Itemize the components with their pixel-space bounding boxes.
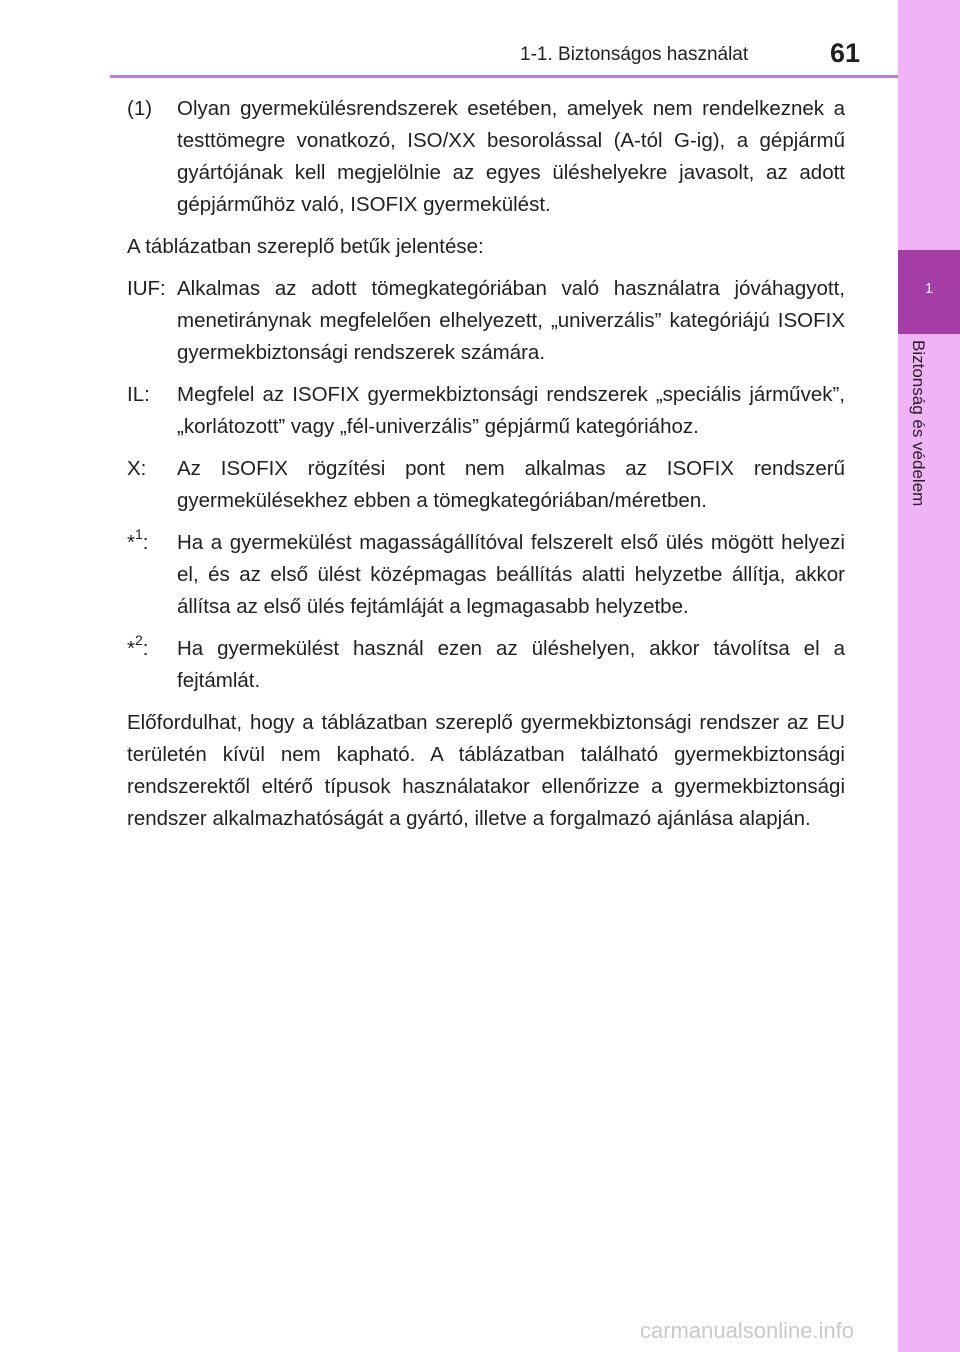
legend-description: Alkalmas az adott tömegkategóriában való használatra jóváhagyott, menetiránynak megfelelően elhelyezett, „univerzális” kategóriájú ISOFIX gyermekbiztonsági rendszerek számára. bbox=[177, 277, 845, 364]
legend-term: X: bbox=[127, 457, 147, 480]
watermark: carmanualsonline.info bbox=[640, 1318, 855, 1343]
legend-term: IUF: bbox=[127, 277, 166, 300]
legend-item-x bbox=[127, 453, 845, 517]
footnote-1 bbox=[127, 527, 845, 623]
footnote-1-text: Ha a gyermekülést magasságállítóval felszerelt első ülés mögött helyezi el, és az első ülést középmagas beállítás alatti helyzetbe állítja, akkor állítsa az első ülés fejtámláját a legmagasabb helyzetbe. bbox=[177, 531, 845, 618]
section-title: 1-1. Biztonságos használat bbox=[520, 44, 749, 65]
legend-item-il bbox=[127, 379, 845, 443]
page-content bbox=[127, 93, 845, 845]
footnote-2-mark: *$^2$: bbox=[127, 632, 149, 660]
chapter-number: 1 bbox=[924, 280, 934, 297]
chapter-marker bbox=[898, 250, 960, 334]
footnote-2-text: Ha gyermekülést használ ezen az üléshelyen, akkor távolítsa el a fejtámlát. bbox=[177, 637, 845, 692]
header-divider bbox=[110, 75, 900, 78]
legend-term: IL: bbox=[127, 383, 150, 406]
legend-description: Megfelel az ISOFIX gyermekbiztonsági rendszerek „speciális járművek”, „korlátozott” vagy „fél-univerzális” gépjármű kategóriához. bbox=[177, 383, 845, 438]
legend-intro: A táblázatban szereplő betűk jelentése: bbox=[127, 235, 484, 258]
legend-description: Az ISOFIX rögzítési pont nem alkalmas az ISOFIX rendszerű gyermekülésekhez ebben a tömegkategóriában/méretben. bbox=[177, 457, 845, 512]
footnote-2 bbox=[127, 633, 845, 697]
note-1-text: Olyan gyermekülésrendszerek esetében, amelyek nem rendelkeznek a testtömegre vonatkozó, ISO/XX besorolással (A-tól G-ig), a gépjármű gyártójának kell megjelölnie az egyes üléshelyekre javasolt, az adott gépjárműhöz való, ISOFIX gyermekülést. bbox=[177, 97, 845, 216]
chapter-title: Biztonság és védelem bbox=[909, 340, 928, 507]
page-number: 61 bbox=[830, 38, 861, 68]
note-1 bbox=[127, 93, 845, 221]
legend-item-iuf bbox=[127, 273, 845, 369]
chapter-side-tab[interactable] bbox=[898, 0, 960, 1352]
note-1-label: (1) bbox=[127, 97, 153, 120]
closing-paragraph: Előfordulhat, hogy a táblázatban szereplő gyermekbiztonsági rendszer az EU területén kívül nem kapható. A táblázatban található gyermekbiztonsági rendszerektől eltérő típusok használatakor ellenőrizze a gyermekbiztonsági rendszer alkalmazhatóságát a gyártó, illetve a forgalmazó ajánlása alapján. bbox=[127, 711, 845, 830]
footnote-1-mark: *$^1$: bbox=[127, 526, 149, 554]
